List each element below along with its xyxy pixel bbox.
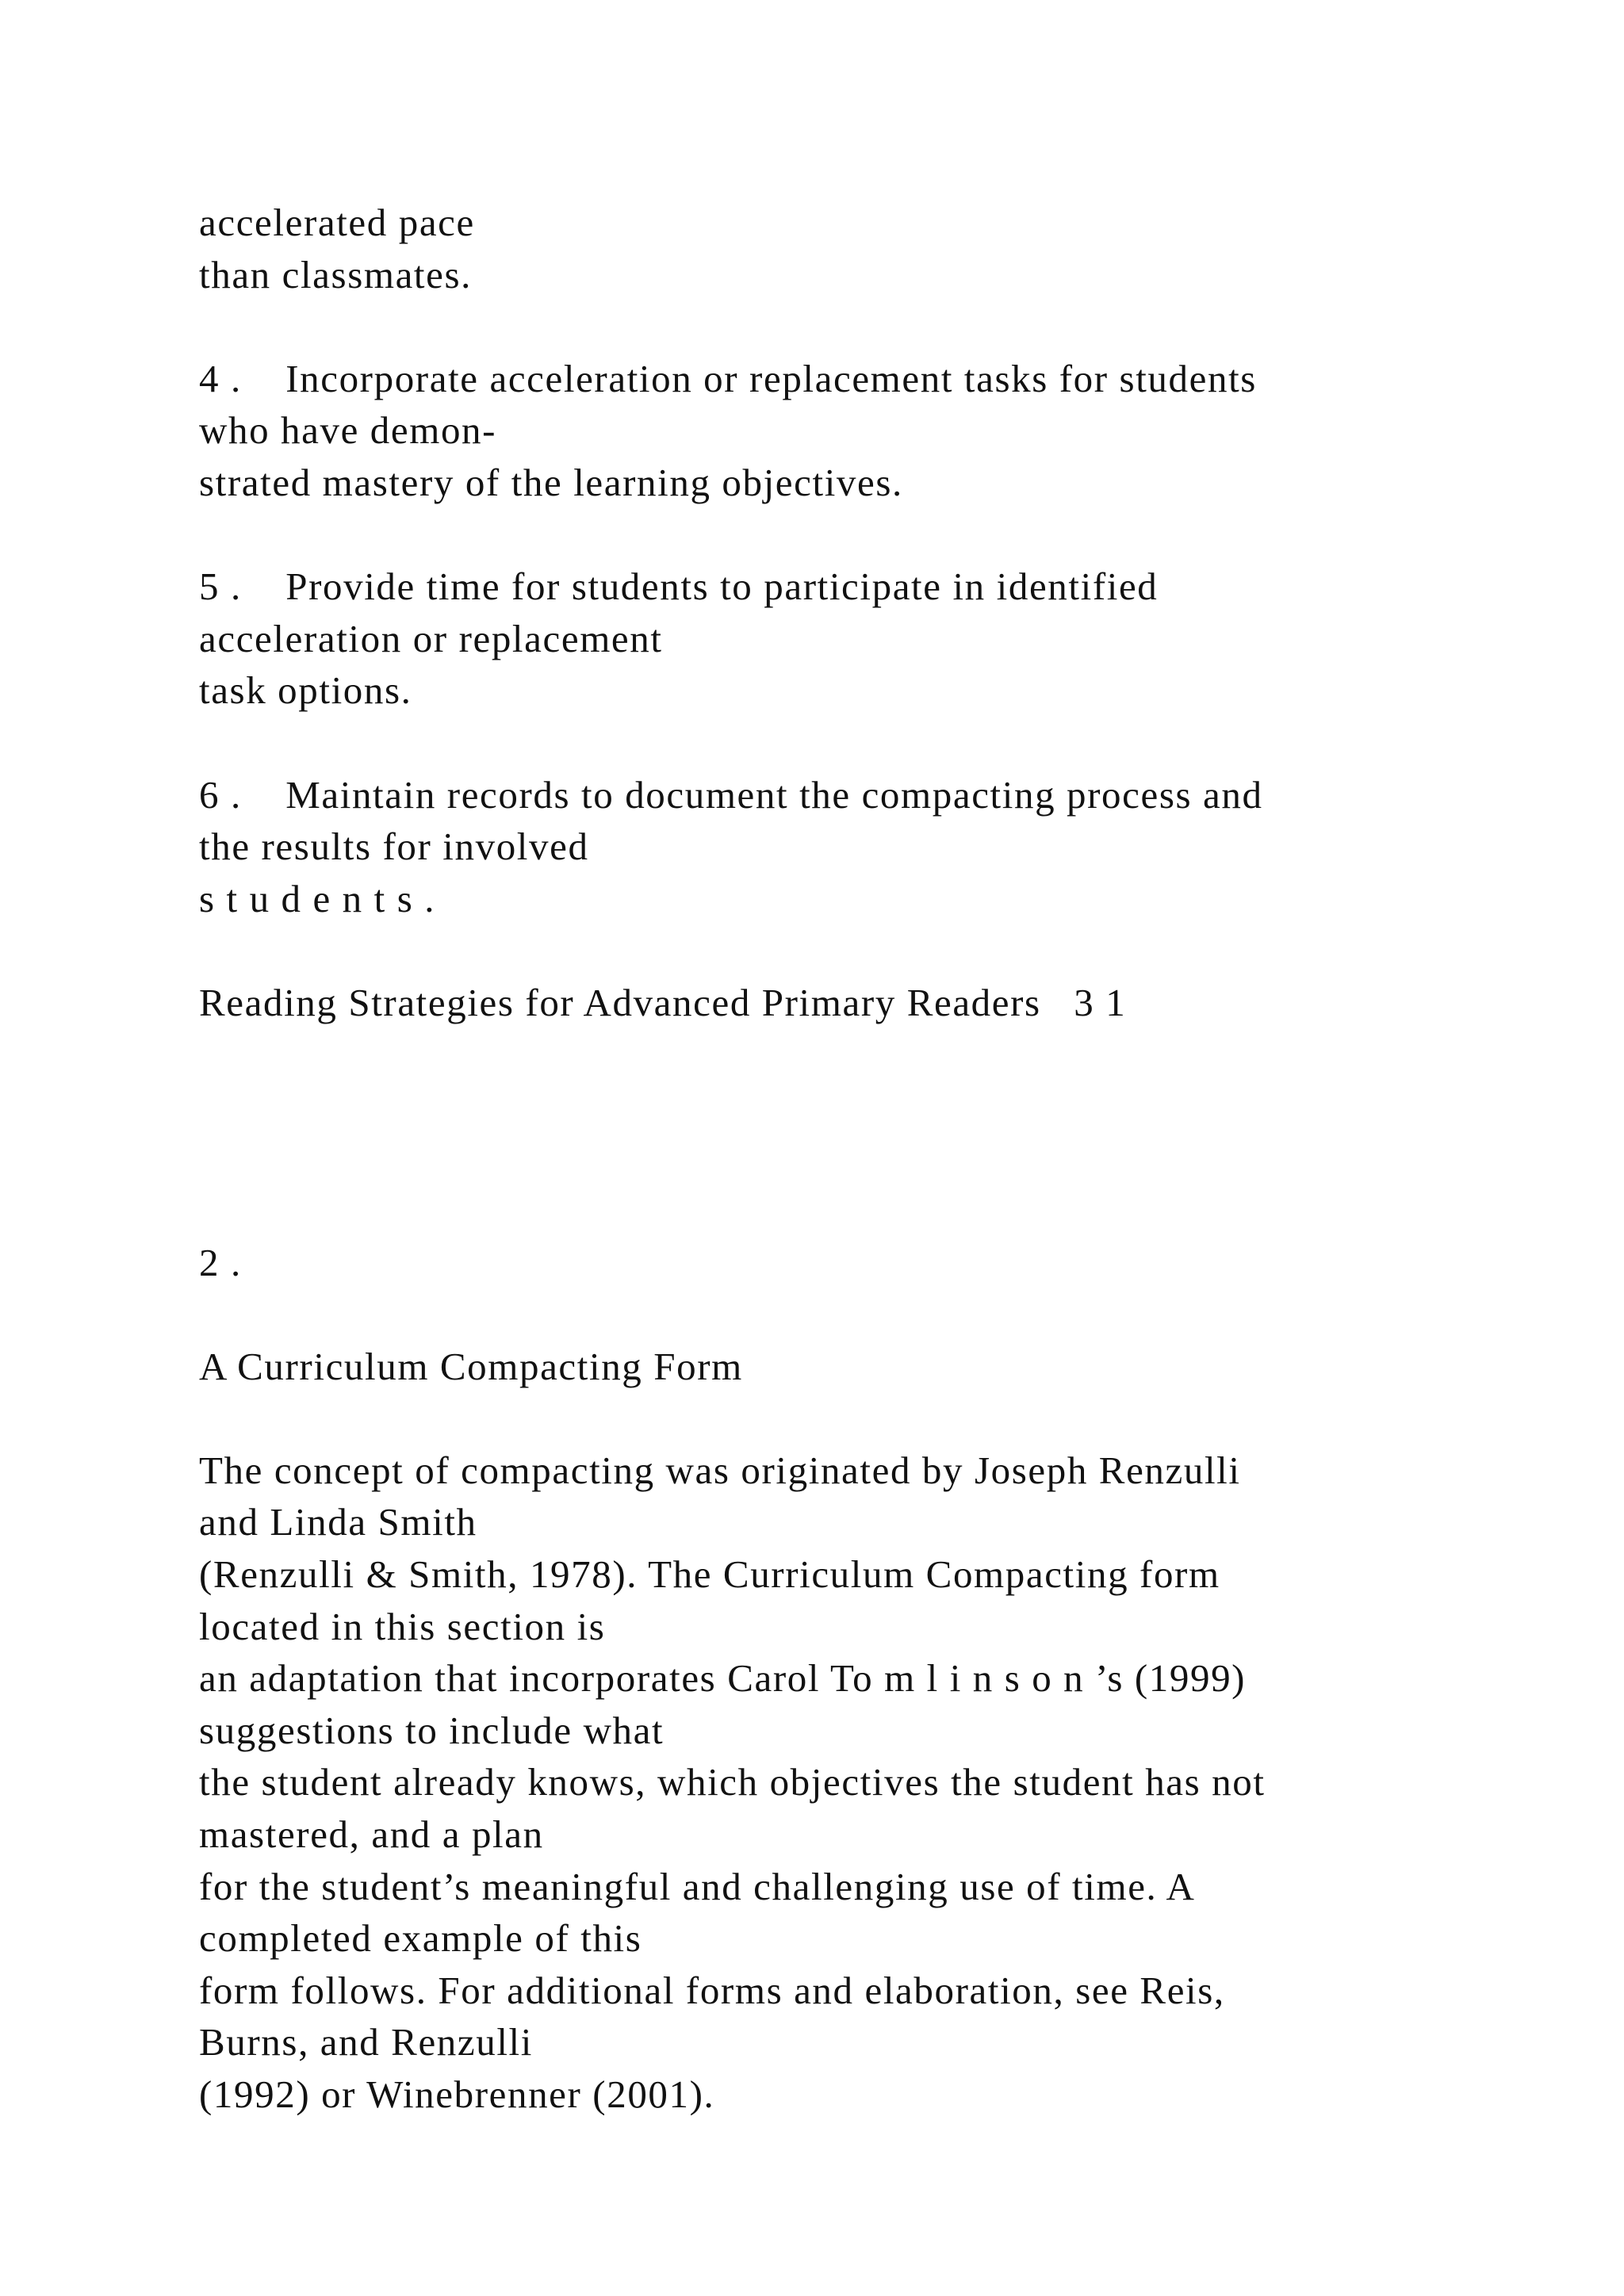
paragraph-line: and Linda Smith <box>199 1500 477 1544</box>
paragraph-line: located in this section is <box>199 1604 606 1648</box>
paragraph-line: form follows. For additional forms and elaboration, see Reis, <box>199 1968 1225 2012</box>
step-6-line <box>199 769 1547 821</box>
paragraph-line: the student already knows, which objectives the student has not <box>199 1760 1266 1804</box>
paragraph-line: mastered, and a plan <box>199 1812 544 1857</box>
paragraph-line: (1992) or Winebrenner (2001). <box>199 2072 715 2116</box>
step-6-line: s t u d e n t s . <box>199 876 436 920</box>
step-number: 6 . <box>199 772 242 817</box>
step-5-line: acceleration or replacement <box>199 616 663 660</box>
paragraph-line: suggestions to include what <box>199 1708 665 1752</box>
paragraph-line: an adaptation that incorporates Carol To m l i n s o n ’s (1999) <box>199 1656 1247 1701</box>
step-number: 4 . <box>199 356 242 400</box>
section-number: 2 . <box>199 1240 242 1284</box>
step-5-line <box>199 561 1547 613</box>
paragraph-line: Burns, and Renzulli <box>199 2020 533 2064</box>
paragraph-line: (Renzulli & Smith, 1978). The Curriculum Compacting form <box>199 1552 1220 1597</box>
step-5-line: task options. <box>199 668 412 713</box>
step-4-line <box>199 353 1547 405</box>
fragment-line: accelerated pace <box>199 201 475 244</box>
step-text: Incorporate acceleration or replacement tasks for students <box>285 356 1257 400</box>
step-text: Provide time for students to participate in identified <box>285 564 1159 609</box>
step-4-line: strated mastery of the learning objectives. <box>199 460 903 504</box>
running-footer <box>199 977 1547 1029</box>
fragment-line: than classmates. <box>199 252 473 297</box>
document-text <box>199 197 1547 2121</box>
paragraph-line: completed example of this <box>199 1916 642 1961</box>
paragraph-line: The concept of compacting was originated by Joseph Renzulli <box>199 1448 1241 1492</box>
step-6-line: the results for involved <box>199 825 589 869</box>
running-footer-title: Reading Strategies for Advanced Primary Readers <box>199 980 1041 1024</box>
step-number: 5 . <box>199 564 242 609</box>
step-4-line: who have demon- <box>199 408 497 453</box>
page-number: 3 1 <box>1074 980 1127 1024</box>
step-text: Maintain records to document the compacting process and <box>285 772 1263 817</box>
section-heading: A Curriculum Compacting Form <box>199 1344 743 1388</box>
paragraph-line: for the student’s meaningful and challenging use of time. A <box>199 1864 1196 1908</box>
